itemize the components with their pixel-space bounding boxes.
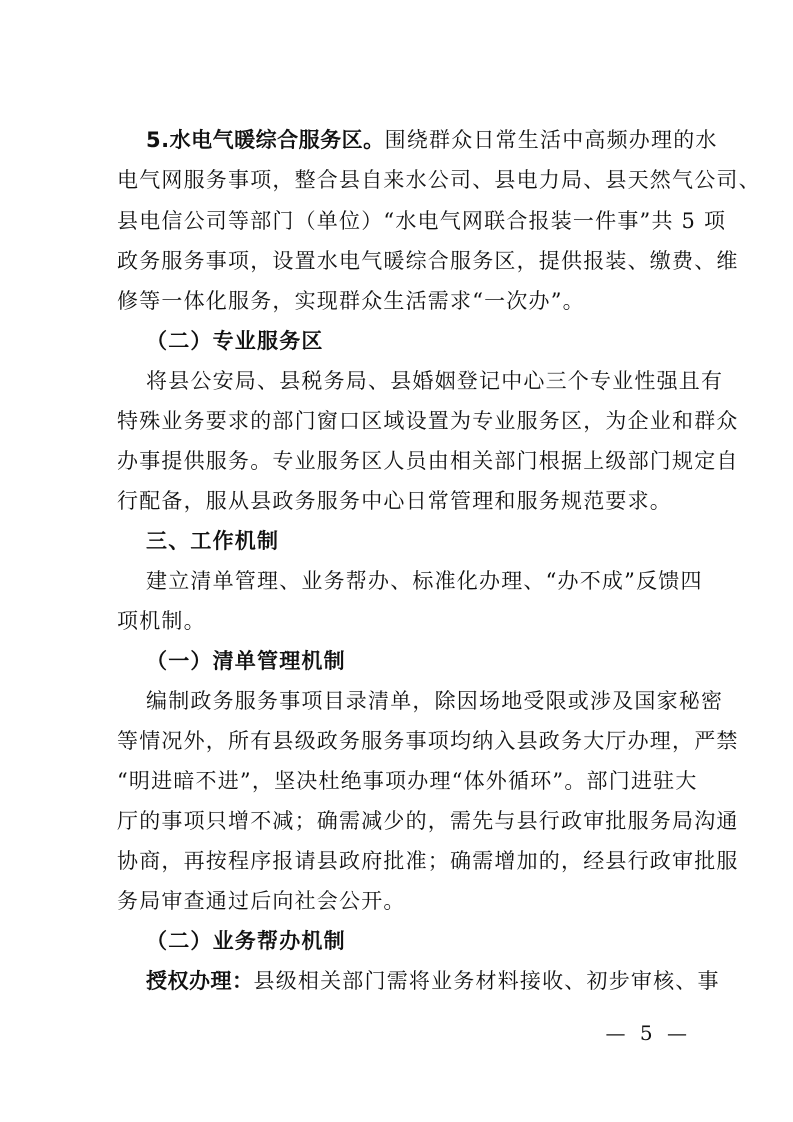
subsection-heading: （一）清单管理机制 <box>146 649 346 673</box>
paragraph-line: 县电信公司等部门（单位）“水电气网联合报装一件事”共 5 项 <box>117 209 727 233</box>
paragraph-line: 将县公安局、县税务局、县婚姻登记中心三个专业性强且有 <box>146 369 724 393</box>
subsection-heading: （二）专业服务区 <box>146 329 324 353</box>
page-number: — 5 — <box>605 1021 691 1045</box>
paragraph-line: “明进暗不进”，坚决杜绝事项办理“体外循环”。部门进驻大 <box>117 769 698 793</box>
paragraph-line: 厅的事项只增不减；确需减少的，需先与县行政审批服务局沟通 <box>117 809 739 833</box>
paragraph-text: 县级相关部门需将业务材料接收、初步审核、事 <box>253 969 720 993</box>
subsection-heading: （二）业务帮办机制 <box>146 929 346 953</box>
paragraph-line: 建立清单管理、业务帮办、标准化办理、“办不成”反馈四 <box>146 569 703 593</box>
paragraph-text: 围绕群众日常生活中高频办理的水 <box>384 128 718 152</box>
section-lead: 5.水电气暖综合服务区。 <box>146 128 385 152</box>
paragraph-line: 修等一体化服务，实现群众生活需求“一次办”。 <box>117 289 585 313</box>
paragraph-line: 办事提供服务。专业服务区人员由相关部门根据上级部门规定自 <box>117 449 739 473</box>
paragraph-line: 特殊业务要求的部门窗口区域设置为专业服务区，为企业和群众 <box>117 409 739 433</box>
paragraph-line: 编制政务服务事项目录清单，除因场地受限或涉及国家秘密 <box>146 689 724 713</box>
paragraph-line: 行配备，服从县政务服务中心日常管理和服务规范要求。 <box>117 489 672 513</box>
paragraph-line: 务局审查通过后向社会公开。 <box>117 889 406 913</box>
paragraph-line: 项机制。 <box>117 609 206 633</box>
paragraph-line: 政务服务事项，设置水电气暖综合服务区，提供报装、缴费、维 <box>117 249 739 273</box>
paragraph-line <box>146 125 718 155</box>
paragraph-line: 等情况外，所有县级政务服务事项均纳入县政务大厅办理，严禁 <box>117 729 739 753</box>
paragraph-lead: 授权办理： <box>146 969 254 993</box>
paragraph-line: 协商，再按程序报请县政府批准；确需增加的，经县行政审批服 <box>117 849 739 873</box>
section-heading: 三、工作机制 <box>146 529 280 553</box>
paragraph-line: 电气网服务事项，整合县自来水公司、县电力局、县天然气公司、 <box>117 168 761 192</box>
paragraph-line <box>146 966 720 996</box>
